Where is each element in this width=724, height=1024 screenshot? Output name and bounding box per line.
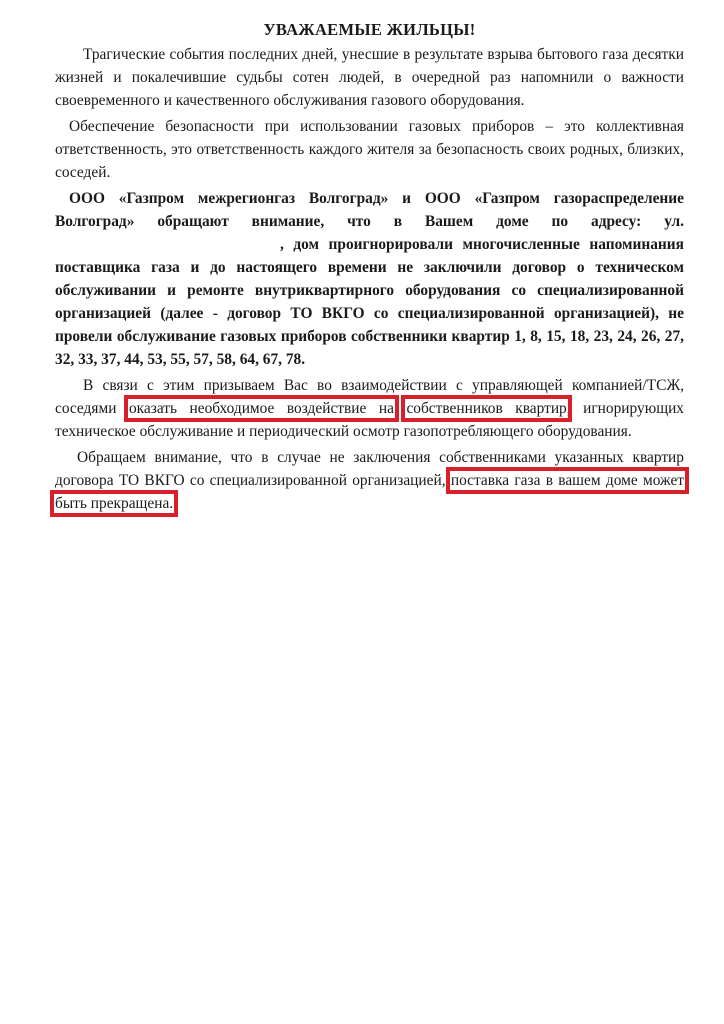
- paragraph-gazprom-notice: [55, 187, 684, 371]
- paragraph-gas-supply-warning: [55, 446, 684, 515]
- call-to-action-end: , игнорирующих техническое обслуживание и периодический осмотр газопотребляющего оборудования.: [55, 400, 684, 440]
- paragraph-safety-responsibility: Обеспечение безопасности при использовании газовых приборов – это коллективная ответственность, это ответственность каждого жителя за безопасность своих родных, близких, соседей.: [55, 118, 684, 181]
- paragraph-tragic-events: Трагические события последних дней, унесшие в результате взрыва бытового газа десятки жизней и покалечившие судьбы сотен людей, в очередной раз напомнили о важности своевременного и качественного обслуживания газового оборудования.: [55, 46, 684, 109]
- gazprom-notice-text-before-address: ООО «Газпром межрегионгаз Волгоград» и ООО «Газпром газораспределение Волгоград» обращают внимание, что в Вашем доме по адресу: ул.: [55, 190, 684, 230]
- highlight-gas-supply-cutoff: поставка газа в вашем доме может быть прекращена.: [55, 472, 684, 512]
- highlight-apartment-owners: собственников квартир: [406, 400, 567, 417]
- paragraph-call-to-action: [55, 374, 684, 443]
- highlight-influence-phrase: оказать необходимое воздействие на: [128, 400, 394, 417]
- gazprom-notice-text-after-address: , дом проигнорировали многочисленные напоминания поставщика газа и до настоящего времени не заключили договор о техническом обслуживании и ремонте внутриквартирного оборудования со специализированной организацией (далее - договор ТО ВКГО со специализированной организацией), не провели обслуживание газовых приборов собственники квартир 1, 8, 15, 18, 23, 24, 26, 27, 32, 33, 37, 44, 53, 55, 57, 58, 64, 67, 78.: [55, 236, 684, 368]
- notice-document: [55, 18, 684, 515]
- notice-title: УВАЖАЕМЫЕ ЖИЛЬЦЫ!: [263, 20, 476, 39]
- call-to-action-start: В связи с этим призываем Вас во взаимодействии с управляющей компанией/ТСЖ, соседями: [55, 377, 684, 417]
- gas-warning-start: Обращаем внимание, что в случае не заключения собственниками указанных квартир договора ТО ВКГО со специализированной организацией,: [55, 449, 684, 489]
